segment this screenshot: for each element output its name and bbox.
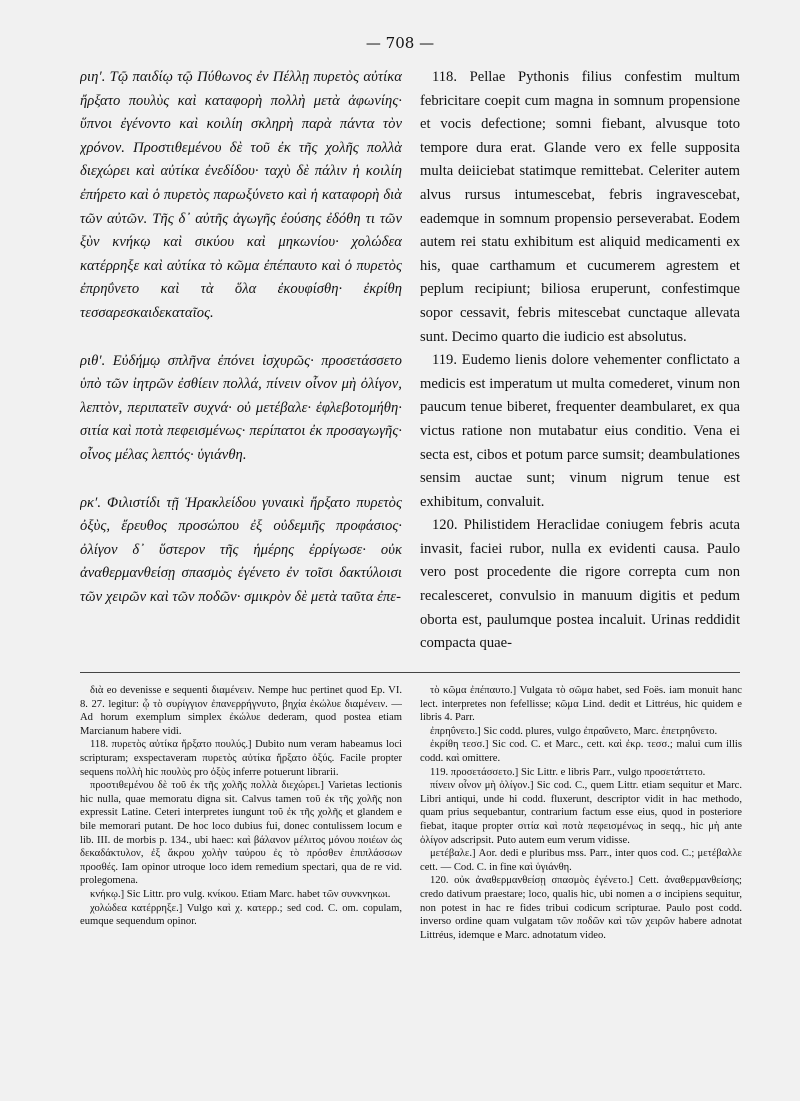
footnotes-left-column <box>80 684 402 929</box>
greek-paragraph-120: ρκ′. Φιλιστίδι τῇ Ἡρακλείδου γυναικὶ ἤρξατο πυρετὸς ὀξὺς, ἔρευθος προσώπου ἐξ οὐδεμιῆς προφάσιος· ὀλίγον δ᾽ ὕστερον τῆς ἡμέρης ἐρρίγωσε· οὐκ ἀναθερμανθείσῃ σπασμὸς ἐγένετο ἐν τοῖσι δακτύλοισι τῶν χειρῶν καὶ τῶν ποδῶν· σμικρὸν δὲ μετὰ ταῦτα ἐπε- <box>80 494 402 605</box>
footnote: μετέβαλε.] Aor. dedi e pluribus mss. Parr., inter quos cod. C.; μετέβαλλε cett. — Cod. C. in fine καὶ ὑγιάνθη. <box>420 848 742 873</box>
latin-paragraph-118: 118. Pellae Pythonis filius confestim multum febricitare coepit cum magna in somnum propensione et vocis defectione; somni fiebant, alvusque toto tempore dura erat. Glande vero ex felle supposita multa deiiciebat statimque remittebat. Celeriter autem alvus rursus intumescebat, febris ingravescebat, eademque in somnum propensio perseverabat. Eodem autem rei statu exhibitum est aliquid medicamenti ex his, quae carthamum et cucumerem agrestem et peplum recipiunt; biliosa eruperunt, confestimque sopor cessavit, febris mitescebat cunctaque allevata sunt. Decimo quarto die iudicio est absolutus. <box>420 69 740 345</box>
footnote: ἐκρίθη τεσσ.] Sic cod. C. et Marc., cett. καὶ ἐκρ. τεσσ.; malui cum illis codd. καὶ omittere. <box>420 739 742 764</box>
footnote: 118. πυρετὸς αὐτίκα ἤρξατο πουλύς.] Dubito num veram habeamus loci scripturam; exspectaveram πυρετὸς αὐτίκα ἤρξατο ὀξύς. Facile propter sequens πολλὴ hic πουλὺς pro ὀξὺς inferre potuerunt librarii. <box>80 739 402 778</box>
footnote: 120. οὐκ ἀναθερμανθείσῃ σπασμὸς ἐγένετο.] Cett. ἀναθερμανθείσης; credo dativum praestare; loco, qualis hic, ubi nomen a σ incipiens sequitur, non potest in hac re fides tribui codicum scripturae. Paulo post codd. inverso ordine quam vulgatam τῶν ποδῶν καὶ τῶν χειρῶν habere adnotat Littréus, idemque e Marc. adnotatum video. <box>420 875 742 941</box>
footnote: χολώδεα κατέρρηξε.] Vulgo καὶ χ. κατερρ.; sed cod. C. om. copulam, eumque sequendum opinor. <box>80 902 402 928</box>
footnote: ἐπρηΰνετο.] Sic codd. plures, vulgo ἐπραΰνετο, Marc. ἐπετρηΰνετο. <box>430 725 718 737</box>
greek-paragraph-118: ριη′. Τῷ παιδίῳ τῷ Πύθωνος ἐν Πέλλῃ πυρετὸς αὐτίκα ἤρξατο πουλὺς καὶ καταφορὴ πολλὴ μετὰ ἀφωνίης· ὕπνοι ἐγένοντο καὶ κοιλίη σκληρὴ παρὰ πάντα τὸν χρόνον. Προστιθεμένου δὲ τοῦ ἐκ τῆς χολῆς πολλὰ διεχώρει καὶ αὐτίκα ἐνεδίδου· ταχὺ δὲ πάλιν ἡ κοιλίη ἐπήρετο καὶ ὁ πυρετὸς παρωξύνετο καὶ ἡ καταφορὴ διὰ τῶν αὐτῶν. Τῆς δ᾽ αὐτῆς ἀγωγῆς ἐούσης ἐδόθη τι τῶν ξὺν κνήκῳ καὶ σικύου καὶ μηκωνίου· χολώδεα κατέρρηξε καὶ αὐτίκα τὸ κῶμα ἐπέπαυτο καὶ ὁ πυρετὸς ἐπρηΰνετο καὶ τὰ ὅλα ἐκουφίσθη· ἐκρίθη τεσσαρεσκαιδεκαταῖος. <box>80 69 402 321</box>
footnote: τὸ κῶμα ἐπέπαυτο.] Vulgata τὸ σῶμα habet, sed Foës. iam monuit hanc lect. interpretes non fefellisse; κῶμα Lind. dedit et Littréus, hic quidem e libris 4. Parr. <box>420 685 742 724</box>
latin-paragraph-120: 120. Philistidem Heraclidae coniugem febris acuta invasit, faciei rubor, nulla ex evidenti causa. Paulo vero post procedente die rigore correpta cum non recalesceret, convulsio in manuum digitis et pedum oborta est, paulumque postea incaluit. Urinas reddidit compacta quae- <box>420 517 740 652</box>
footnotes-right-column <box>420 684 742 942</box>
footnote: 119. προσετάσσετο.] Sic Littr. e libris Parr., vulgo προσετάττετο. <box>430 766 706 778</box>
footnote-divider <box>80 672 740 673</box>
latin-text-column <box>420 66 740 656</box>
greek-paragraph-119: ριθ′. Εὐδήμῳ σπλῆνα ἐπόνει ἰσχυρῶς· προσετάσσετο ὑπὸ τῶν ἰητρῶν ἐσθίειν πολλά, πίνειν οἶνον μὴ ὀλίγον, λεπτὸν, περιπατεῖν συχνά· οὐ μετέβαλε· ἐφλεβοτομήθη· σιτία καὶ ποτὰ πεφεισμένως· περίπατοι ἐκ προσαγωγῆς· οἶνος μέλας λεπτός· ὑγιάνθη. <box>80 352 402 463</box>
footnote: πίνειν οἶνον μὴ ὀλίγον.] Sic cod. C., quem Littr. etiam sequitur et Marc. Libri antiqui, unde hi codd. fluxerunt, descriptor vidit in hac methodo, quam prius sequebantur, contrarium factum esse eius, quod in posteriore fiebat, itaque propter σιτία καὶ ποτὰ πεφεισμένως in seqq., hic μὴ ante ὀλίγον adscripsit. Puto autem eum verum vidisse. <box>420 780 742 846</box>
footnote: διὰ eo devenisse e sequenti διαμένειν. Nempe huc pertinet quod Ep. VI. 8. 27. legitur: ᾧ τὸ συρίγγιον ἐπανερρήγνυτο, βηχία ἐκώλυε διαμένειν. — Ad horum exemplum simplex ἐκώλυε dederam, quod postea etiam Marcianum habere vidi. <box>80 685 402 737</box>
latin-paragraph-119: 119. Eudemo lienis dolore vehementer conflictato a medicis est imperatum ut multa comederet, vinum non paucum tenue biberet, frequenter deambularet, ex qua victus ratione non mutabatur eius conditio. Vena ei secta est, cibos et potum parce sumsit; deambulationes sensim auctae sunt; vinum nigrum tenue est exhibitum, convaluit. <box>420 352 740 510</box>
footnote: κνήκῳ.] Sic Littr. pro vulg. κνίκου. Etiam Marc. habet τῶν συνκνηκωι. <box>90 888 391 900</box>
greek-text-column <box>80 66 402 617</box>
footnote: προστιθεμένου δὲ τοῦ ἐκ τῆς χολῆς πολλὰ διεχώρει.] Varietas lectionis hic nulla, quae memoratu digna sit. Calvus tamen τοῦ ἐκ τῆς χολῆς non expressit Latine. Ceteri interpretes iungunt τοῦ ἐκ τῆς χολῆς et glandem e bile memorari putant. De hoc loco dubius fui, donec contulissem locum e lib. III. de morbis p. 134., ubi haec: καὶ βάλανον μέλιτος μόνου ποιέων ὡς δεκαδάκτυλον, ἐξ ἄκρου χολὴν ταύρου ἐς τὸ πρόσθεν ἐπιπλάσσων προσθές. Iam opinor utroque loco idem remedium spectari, qua de re vid. prolegomena. <box>80 780 402 887</box>
page-number: — 708 — <box>365 34 435 52</box>
